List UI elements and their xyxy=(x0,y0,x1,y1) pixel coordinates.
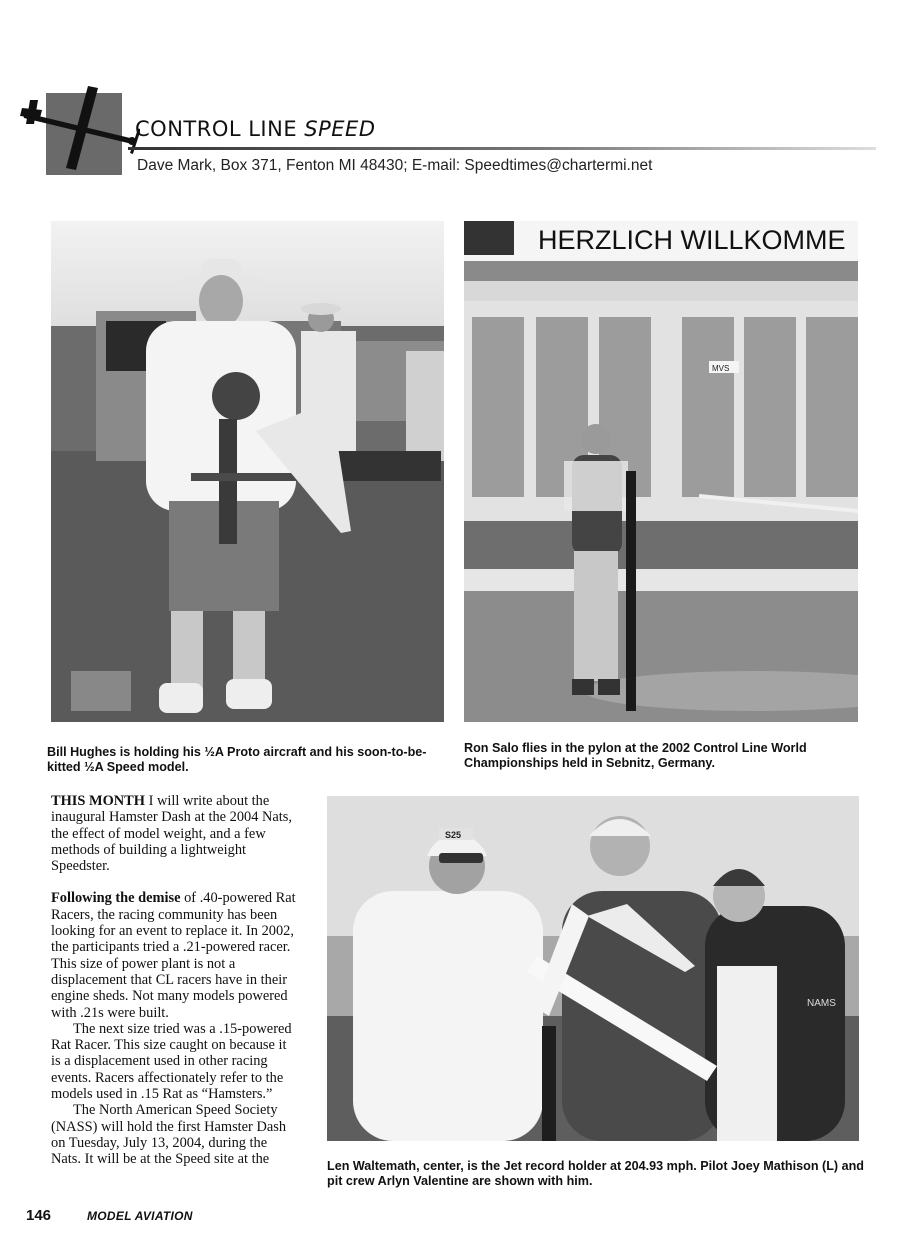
column-title-main: CONTROL LINE xyxy=(135,117,298,141)
article-paragraph: The next size tried was a .15-powered Rat Racer. This size caught on because it is a displacement used in other racing events. Racers affectionately refer to the models used in .15 Rat as “Hamsters.” xyxy=(51,1020,292,1103)
shirt-text: NAMS xyxy=(807,998,836,1009)
photo-len-waltemath xyxy=(327,796,859,1141)
photo-bill-hughes xyxy=(51,221,444,722)
caption-photo-2: Ron Salo flies in the pylon at the 2002 Control Line World Championships held in Sebnitz, Germany. xyxy=(464,741,807,770)
photo-ron-salo xyxy=(464,221,858,722)
paragraph-text: of .40-powered Rat Racers, the racing community has been looking for an event to replace it. In 2002, the participants tried a .21-powered racer. This size of power plant is not a displacement that CL racers have in their engine sheds. Not many models powered with .21s were built. xyxy=(51,890,296,1021)
caption-photo-3: Len Waltemath, center, is the Jet record holder at 204.93 mph. Pilot Joey Mathison (L) and pit crew Arlyn Valentine are shown with him. xyxy=(327,1159,864,1188)
article-paragraph: The North American Speed Society (NASS) will hold the first Hamster Dash on Tuesday, July 13, 2004, during the Nats. It will be at the Speed site at the xyxy=(51,1102,287,1168)
fence-label: MVS xyxy=(712,364,730,373)
caption-photo-1: Bill Hughes is holding his ½A Proto aircraft and his soon-to-be-kitted ½A Speed model. xyxy=(47,745,427,774)
page-number: 146 xyxy=(26,1207,52,1224)
lead-in: Following the demise xyxy=(51,890,181,907)
cap-text: S25 xyxy=(445,830,462,840)
header-rule xyxy=(128,147,876,150)
lead-in: THIS MONTH xyxy=(51,793,145,809)
article-paragraph xyxy=(51,890,299,1020)
column-title-italic: SPEED xyxy=(304,117,376,141)
magazine-name: MODEL AVIATION xyxy=(87,1209,193,1223)
article-paragraph xyxy=(51,793,299,874)
byline: Dave Mark, Box 371, Fenton MI 48430; E-mail: Speedtimes@chartermi.net xyxy=(137,157,653,174)
paragraph-text: I will write about the inaugural Hamster Dash at the 2004 Nats, the effect of model weight, and a few methods of building a lightweight Speedster. xyxy=(51,793,292,875)
airplane-icon xyxy=(20,84,140,176)
column-title xyxy=(135,117,376,141)
sign-text: HERZLICH WILLKOMME xyxy=(538,225,846,255)
article-body xyxy=(51,793,299,1168)
